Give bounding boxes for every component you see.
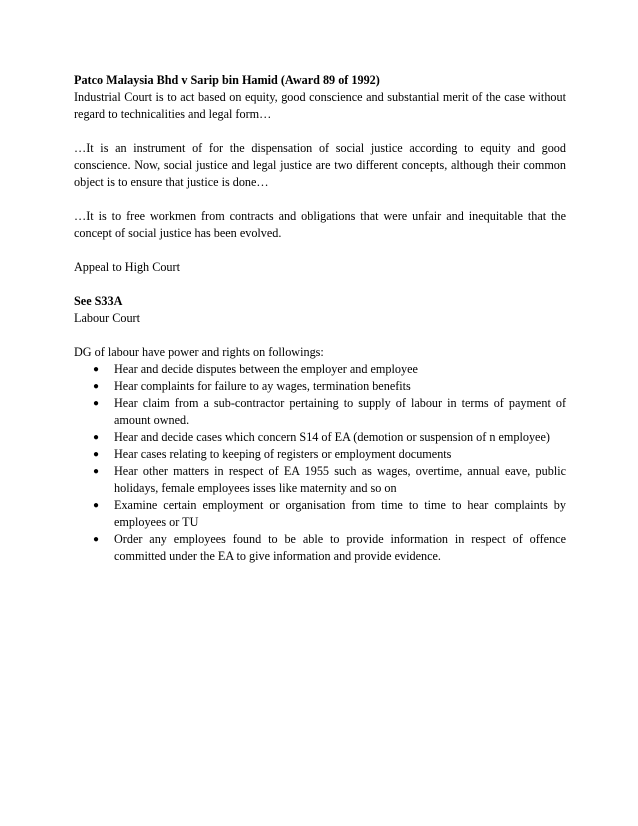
list-intro: DG of labour have power and rights on followings:: [74, 345, 324, 359]
section-heading: See S33A: [74, 294, 123, 308]
bullet-dot-icon: ●: [93, 466, 100, 477]
paragraph-free-workmen: …It is to free workmen from contracts and obligations that were unfair and inequitable that the concept of social justice has been evolved.: [74, 209, 566, 240]
list-item-text: Hear other matters in respect of EA 1955 such as wages, overtime, annual eave, public holidays, female employees isses like maternity and so on: [114, 464, 566, 495]
bullet-dot-icon: ●: [93, 398, 100, 409]
list-item: [74, 395, 566, 429]
powers-list: [74, 361, 566, 565]
list-item: [74, 497, 566, 531]
paragraph-appeal: Appeal to High Court: [74, 260, 180, 274]
list-item: [74, 378, 566, 395]
list-item-text: Hear complaints for failure to ay wages, termination benefits: [114, 379, 411, 393]
bullet-dot-icon: ●: [93, 534, 100, 545]
list-item-text: Hear cases relating to keeping of registers or employment documents: [114, 447, 452, 461]
list-item-text: Order any employees found to be able to provide information in respect of offence committed under the EA to give information and provide evidence.: [114, 532, 566, 563]
list-item: [74, 463, 566, 497]
list-item-text: Hear claim from a sub-contractor pertaining to supply of labour in terms of payment of amount owned.: [114, 396, 566, 427]
list-item: [74, 361, 566, 378]
case-heading: Patco Malaysia Bhd v Sarip bin Hamid (Award 89 of 1992): [74, 73, 380, 87]
list-item: [74, 446, 566, 463]
paragraph-social-justice: …It is an instrument of for the dispensation of social justice according to equity and good conscience. Now, social justice and legal justice are two different concepts, although their common object is to ensure that justice is done…: [74, 141, 566, 189]
section-subtitle: Labour Court: [74, 311, 141, 325]
bullet-dot-icon: ●: [93, 500, 100, 511]
list-item: [74, 531, 566, 565]
list-item-text: Hear and decide cases which concern S14 of EA (demotion or suspension of n employee): [114, 430, 550, 444]
paragraph-industrial-court: Industrial Court is to act based on equity, good conscience and substantial merit of the case without regard to technicalities and legal form…: [74, 90, 566, 121]
bullet-dot-icon: ●: [93, 449, 100, 460]
bullet-dot-icon: ●: [93, 432, 100, 443]
document-page: [74, 72, 566, 565]
list-item-text: Hear and decide disputes between the employer and employee: [114, 362, 418, 376]
bullet-dot-icon: ●: [93, 364, 100, 375]
bullet-dot-icon: ●: [93, 381, 100, 392]
list-item-text: Examine certain employment or organisation from time to time to hear complaints by employees or TU: [114, 498, 566, 529]
list-item: [74, 429, 566, 446]
